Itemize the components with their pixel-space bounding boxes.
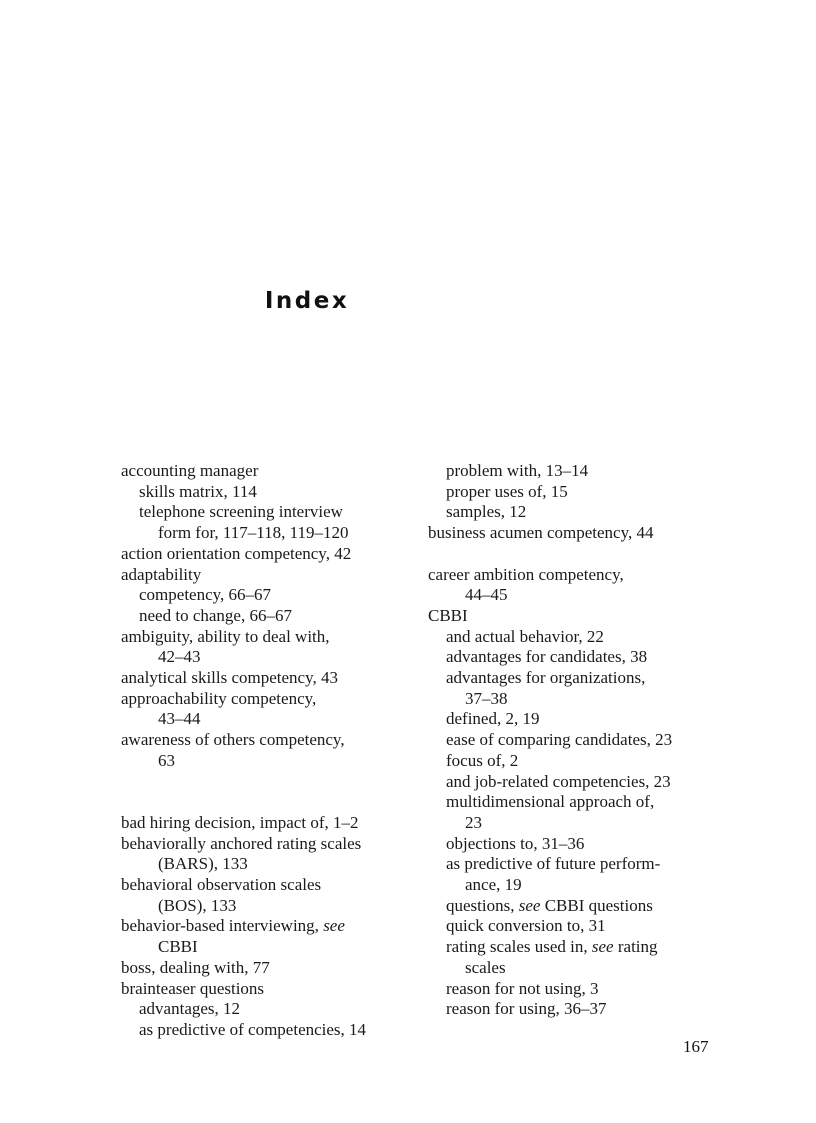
index-entry bbox=[428, 709, 718, 730]
index-entry-text: defined, 2, 19 bbox=[446, 709, 540, 729]
index-entry bbox=[428, 627, 718, 648]
index-entry bbox=[121, 1020, 421, 1041]
index-entry-text: as predictive of competencies, 14 bbox=[139, 1019, 367, 1039]
index-entry bbox=[428, 565, 718, 586]
index-entry bbox=[121, 875, 421, 896]
index-entry-text: 63 bbox=[158, 750, 175, 770]
index-entry-text: awareness of others competency, bbox=[121, 730, 345, 750]
index-entry bbox=[428, 730, 718, 751]
index-entry bbox=[121, 523, 421, 544]
index-entry bbox=[121, 709, 421, 730]
index-entry-text: skills matrix, 114 bbox=[139, 481, 257, 501]
index-entry-text: behaviorally anchored rating scales bbox=[121, 833, 362, 853]
index-entry bbox=[121, 502, 421, 523]
index-entry-text: ease of comparing candidates, 23 bbox=[446, 730, 673, 750]
index-entry-text: advantages for organizations, bbox=[446, 668, 646, 688]
index-entry bbox=[428, 813, 718, 834]
index-entry bbox=[428, 875, 718, 896]
index-entry-text: bad hiring decision, impact of, 1–2 bbox=[121, 812, 359, 832]
index-entry bbox=[121, 834, 421, 855]
index-entry-text: adaptability bbox=[121, 564, 202, 584]
index-entry-text: and job-related competencies, 23 bbox=[446, 771, 671, 791]
index-entry bbox=[428, 647, 718, 668]
index-entry-text: 23 bbox=[465, 812, 482, 832]
index-entry bbox=[428, 937, 718, 958]
index-entry-text: ance, 19 bbox=[465, 875, 522, 895]
index-entry bbox=[428, 585, 718, 606]
index-entry-text: behavior-based interviewing, bbox=[121, 916, 324, 936]
index-entry-text: 42–43 bbox=[158, 647, 201, 667]
index-entry bbox=[121, 627, 421, 648]
entry-spacer bbox=[428, 544, 718, 565]
index-entry bbox=[428, 916, 718, 937]
index-entry-text: advantages for candidates, 38 bbox=[446, 647, 648, 667]
index-entry bbox=[428, 461, 718, 482]
index-entry bbox=[121, 854, 421, 875]
index-entry-text: rating scales used in, bbox=[446, 937, 592, 957]
index-entry-text: career ambition competency, bbox=[428, 564, 624, 584]
index-entry bbox=[121, 813, 421, 834]
index-entry bbox=[428, 834, 718, 855]
index-entry-text: scales bbox=[465, 957, 506, 977]
index-entry-text: behavioral observation scales bbox=[121, 875, 322, 895]
index-entry bbox=[121, 999, 421, 1020]
index-entry-text: objections to, 31–36 bbox=[446, 833, 585, 853]
index-entry bbox=[428, 999, 718, 1020]
index-entry-text: telephone screening interview bbox=[139, 502, 343, 522]
index-entry-text: brainteaser questions bbox=[121, 978, 265, 998]
index-entry-text: questions, bbox=[446, 895, 519, 915]
index-entry bbox=[121, 937, 421, 958]
index-entry-text: form for, 117–118, 119–120 bbox=[158, 523, 349, 543]
index-entry-text: boss, dealing with, 77 bbox=[121, 957, 270, 977]
index-entry bbox=[121, 896, 421, 917]
index-entry bbox=[428, 772, 718, 793]
index-entry-text: quick conversion to, 31 bbox=[446, 916, 606, 936]
index-entry-text: need to change, 66–67 bbox=[139, 605, 292, 625]
entry-spacer bbox=[121, 792, 421, 813]
see-target-text: CBBI questions bbox=[540, 895, 653, 915]
index-entry-text: 37–38 bbox=[465, 688, 508, 708]
index-entry-text: competency, 66–67 bbox=[139, 585, 272, 605]
index-entry bbox=[428, 896, 718, 917]
index-column-left bbox=[121, 461, 421, 1041]
index-entry-text: action orientation competency, 42 bbox=[121, 543, 352, 563]
entry-spacer bbox=[121, 772, 421, 793]
index-entry bbox=[428, 958, 718, 979]
index-entry bbox=[121, 979, 421, 1000]
index-entry-text: CBBI bbox=[428, 605, 468, 625]
index-entry-text: problem with, 13–14 bbox=[446, 461, 589, 480]
index-entry bbox=[121, 606, 421, 627]
index-entry bbox=[121, 544, 421, 565]
index-entry-text: reason for using, 36–37 bbox=[446, 999, 607, 1019]
index-entry bbox=[428, 523, 718, 544]
index-entry-text: reason for not using, 3 bbox=[446, 978, 599, 998]
see-reference: see bbox=[518, 895, 541, 915]
index-entry bbox=[428, 482, 718, 503]
index-entry bbox=[428, 854, 718, 875]
see-reference: see bbox=[323, 916, 345, 936]
index-entry bbox=[121, 958, 421, 979]
index-entry-text: business acumen competency, 44 bbox=[428, 523, 654, 543]
index-entry bbox=[121, 689, 421, 710]
index-entry-text: approachability competency, bbox=[121, 688, 317, 708]
page-title: Index bbox=[264, 288, 350, 314]
index-entry bbox=[121, 916, 421, 937]
index-entry-text: focus of, 2 bbox=[446, 750, 519, 770]
index-entry bbox=[428, 979, 718, 1000]
index-entry bbox=[121, 730, 421, 751]
index-entry-text: 43–44 bbox=[158, 709, 201, 729]
index-entry-text: and actual behavior, 22 bbox=[446, 626, 604, 646]
index-entry bbox=[121, 461, 421, 482]
index-entry-text: proper uses of, 15 bbox=[446, 481, 568, 501]
index-entry bbox=[121, 647, 421, 668]
index-entry-text: advantages, 12 bbox=[139, 999, 241, 1019]
index-entry-text: (BARS), 133 bbox=[158, 854, 248, 874]
see-reference: see bbox=[591, 937, 614, 957]
index-entry bbox=[428, 668, 718, 689]
index-column-right bbox=[428, 461, 718, 1020]
index-entry-text: 44–45 bbox=[465, 585, 508, 605]
index-entry bbox=[121, 565, 421, 586]
index-entry bbox=[428, 792, 718, 813]
index-entry bbox=[428, 502, 718, 523]
index-entry bbox=[121, 482, 421, 503]
index-entry bbox=[121, 668, 421, 689]
index-entry-text: accounting manager bbox=[121, 461, 259, 480]
index-entry-text: analytical skills competency, 43 bbox=[121, 668, 338, 688]
index-entry-text: multidimensional approach of, bbox=[446, 792, 655, 812]
index-entry-text: ambiguity, ability to deal with, bbox=[121, 626, 330, 646]
see-target-text: rating bbox=[613, 937, 658, 957]
index-entry bbox=[428, 606, 718, 627]
index-entry bbox=[121, 751, 421, 772]
index-entry bbox=[428, 689, 718, 710]
index-entry bbox=[428, 751, 718, 772]
index-entry-text: CBBI bbox=[158, 937, 198, 957]
index-entry-text: as predictive of future perform- bbox=[446, 854, 661, 874]
index-entry-text: samples, 12 bbox=[446, 502, 527, 522]
index-entry-text: (BOS), 133 bbox=[158, 895, 237, 915]
index-entry bbox=[121, 585, 421, 606]
page-number: 167 bbox=[683, 1037, 709, 1056]
